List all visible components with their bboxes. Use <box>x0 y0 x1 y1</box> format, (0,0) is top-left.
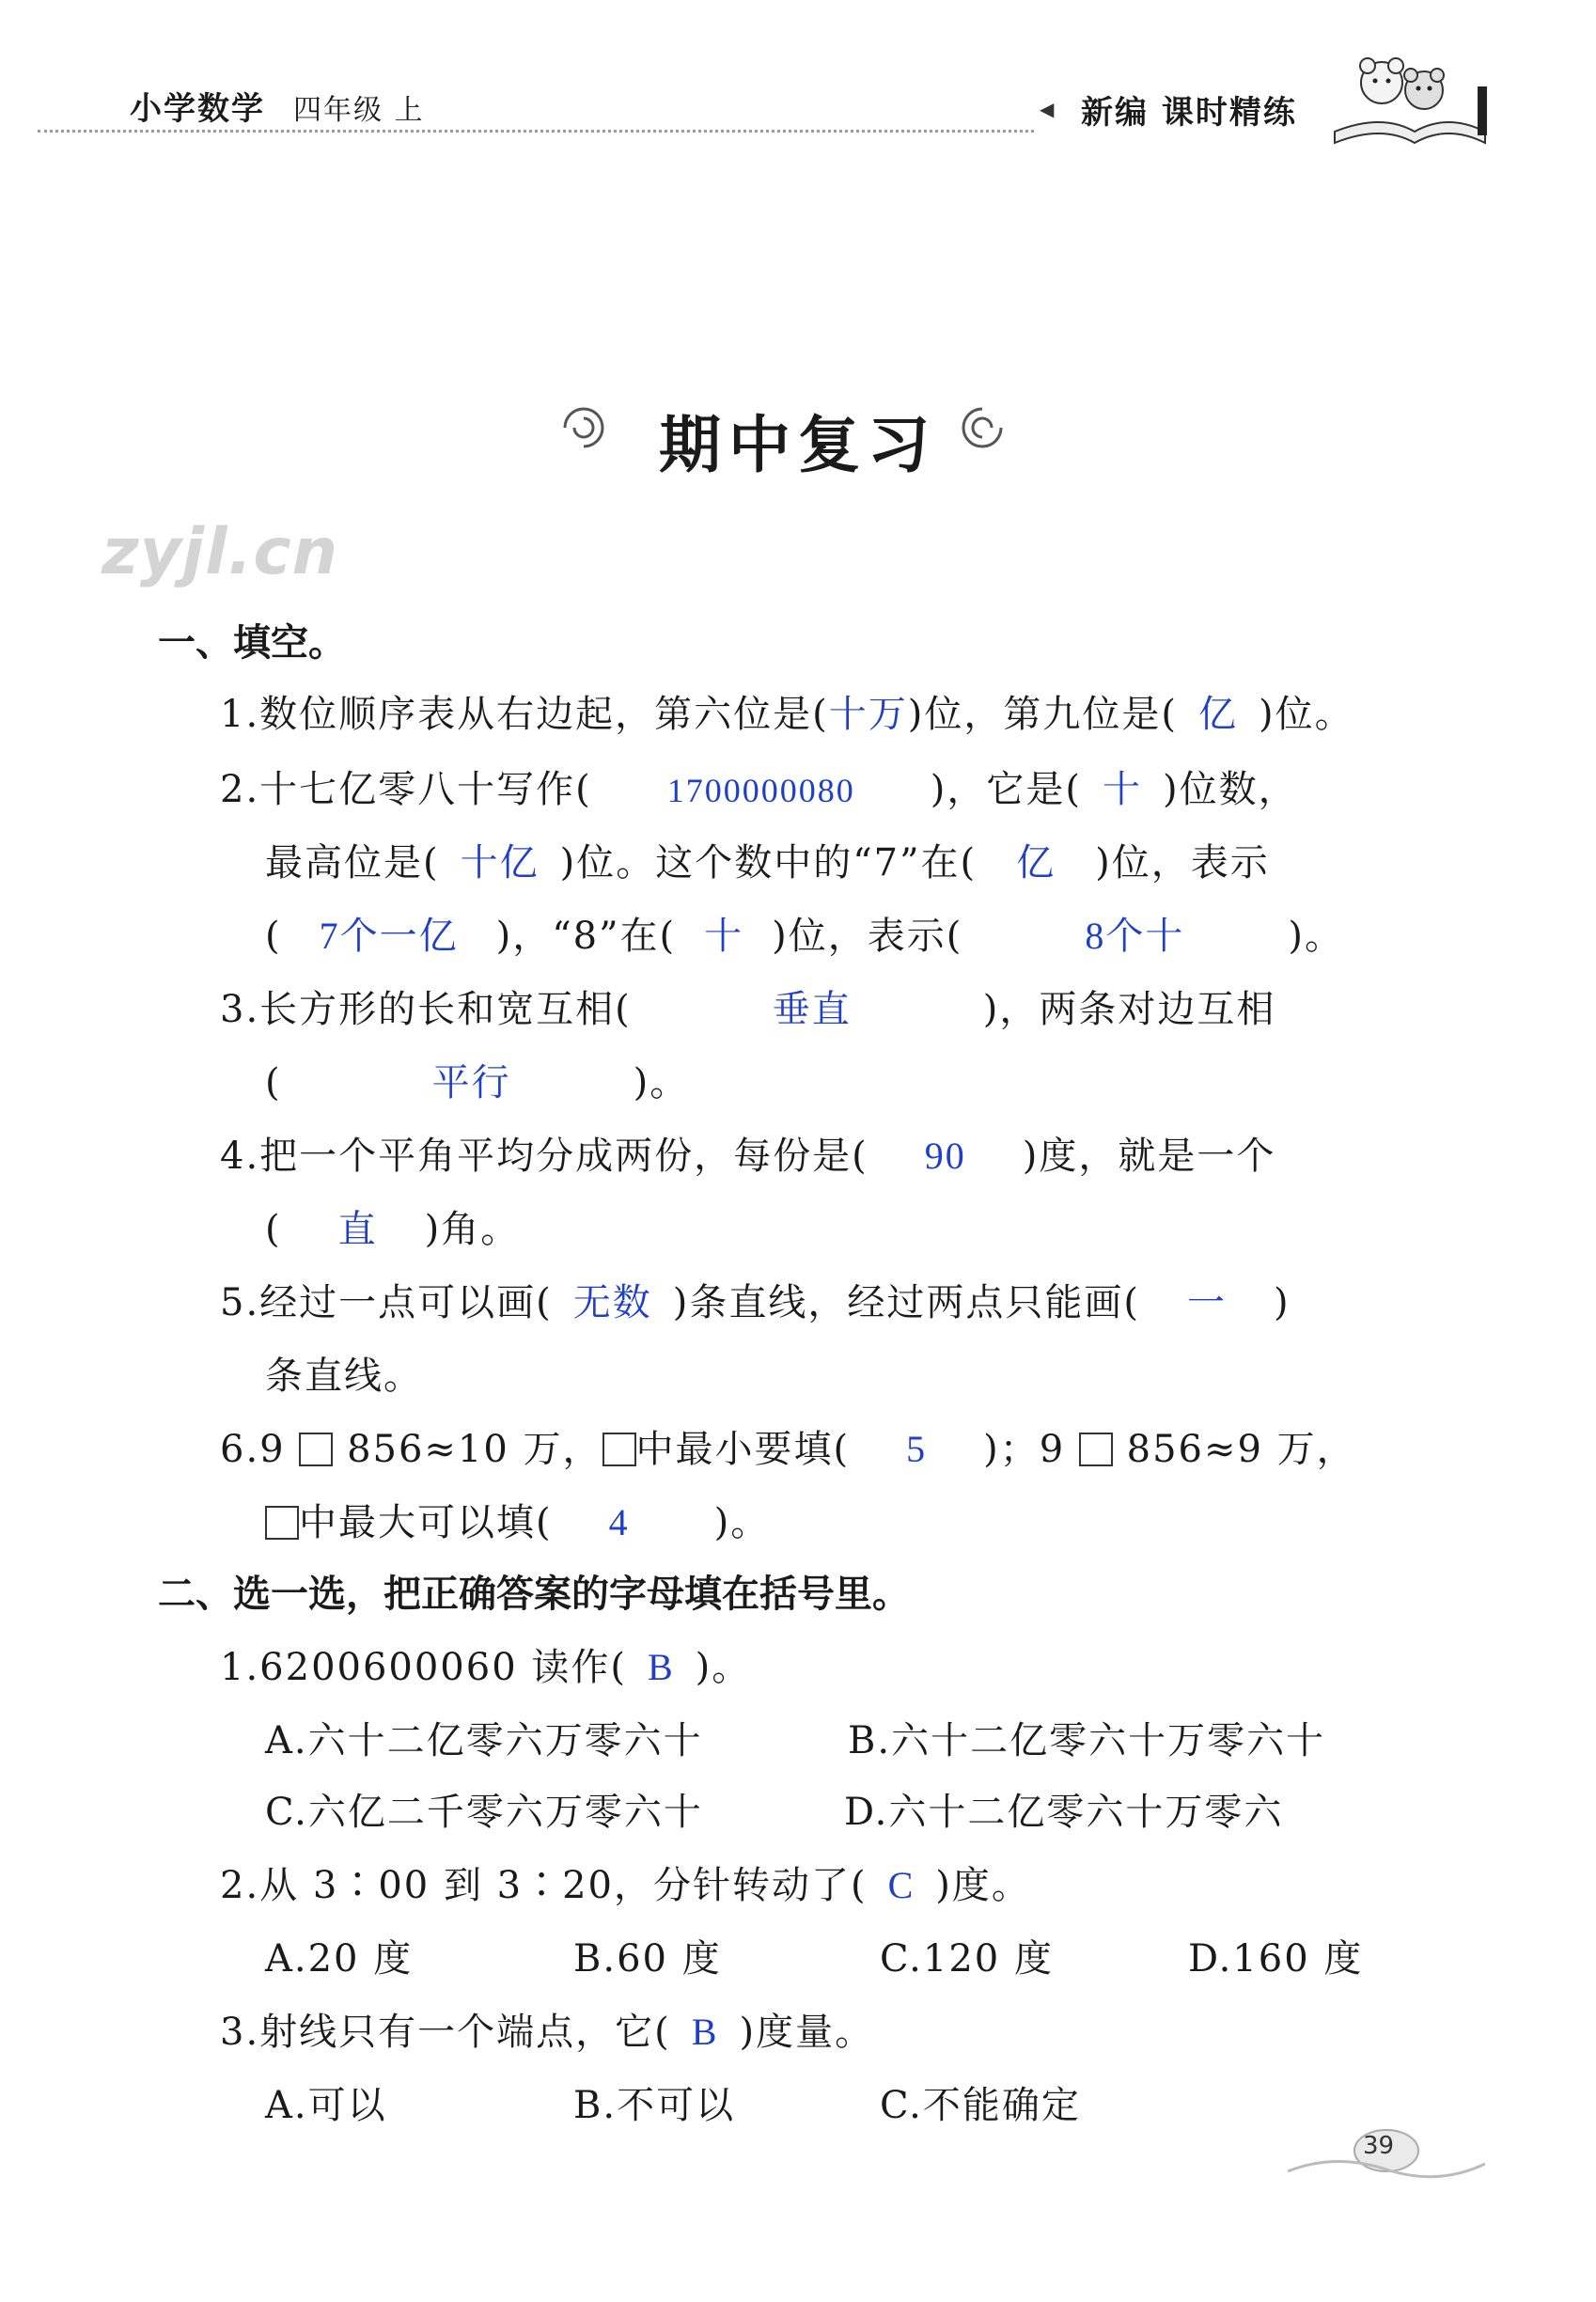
answer: 十 <box>704 915 744 957</box>
header-subject <box>130 83 425 129</box>
s2-q1-text: )。 <box>695 1646 752 1689</box>
answer: 1700000080 <box>666 772 855 809</box>
q6-line1 <box>220 1419 1356 1473</box>
s2-q1-option-b: B.六十二亿零六十万零六十 <box>848 1719 1326 1762</box>
q3-line2 <box>265 1053 689 1106</box>
q3-text: ( <box>265 1061 282 1104</box>
answer: 十万 <box>828 693 908 735</box>
answer: 十 <box>1103 768 1142 810</box>
q6-text: )。 <box>713 1501 771 1544</box>
answer: 4 <box>608 1501 630 1543</box>
q1-text: 1.数位顺序表从右边起，第六位是( <box>220 693 829 736</box>
q6-text: )；9 <box>983 1428 1066 1471</box>
q2-line2 <box>265 833 1270 886</box>
answer: 8个十 <box>1085 915 1185 957</box>
q5-line1 <box>220 1273 1291 1326</box>
answer: 垂直 <box>772 988 852 1030</box>
q1-text: )位，第九位是( <box>907 693 1178 736</box>
q2-text: ( <box>265 915 282 958</box>
s2-q3-option-c: C.不能确定 <box>880 2084 1081 2127</box>
q6-line2 <box>265 1493 770 1546</box>
blank-box <box>265 1506 299 1540</box>
s2-q3-text: 3.射线只有一个端点，它( <box>220 2011 671 2054</box>
header-divider <box>38 130 1034 133</box>
q4-line2 <box>265 1199 520 1253</box>
q3-line1 <box>220 979 1275 1033</box>
s2-q1-option-a: A.六十二亿零六万零六十 <box>265 1719 703 1762</box>
q2-text: )。 <box>1288 915 1344 958</box>
s2-q2-option-d: D.160 度 <box>1188 1937 1364 1981</box>
q6-text: 中最小要填( <box>635 1428 851 1471</box>
s2-q3-option-a: A.可以 <box>265 2084 387 2127</box>
q5-text: ) <box>1274 1281 1291 1324</box>
s2-q2-line <box>220 1856 1031 1909</box>
q5-line2: 条直线。 <box>265 1355 423 1398</box>
grade-label: 四年级 上 <box>293 94 425 127</box>
q1-text: )位。 <box>1259 693 1354 736</box>
swirl-right-icon <box>949 395 1015 461</box>
answer: 平行 <box>431 1061 511 1104</box>
q2-text: )位数， <box>1163 768 1298 811</box>
s2-q2-text: 2.从 3∶00 到 3∶20，分针转动了( <box>220 1864 868 1907</box>
s2-q1-line <box>220 1637 751 1691</box>
answer: 直 <box>337 1208 378 1250</box>
answer: 7个一亿 <box>319 915 459 957</box>
triangle-marker-icon: ◀ <box>1040 98 1055 120</box>
section1-heading: 一、填空。 <box>158 621 346 665</box>
q3-text: )。 <box>633 1061 690 1104</box>
q5-text: 5.经过一点可以画( <box>220 1281 553 1324</box>
q2-text: )位，表示 <box>1095 841 1270 885</box>
page-title: 期中复习 <box>659 409 937 481</box>
subject-label: 小学数学 <box>130 90 265 128</box>
brand-label: 新编 课时精练 <box>1081 94 1297 132</box>
answer: 无数 <box>572 1281 652 1323</box>
page-number: 39 <box>1363 2132 1395 2160</box>
q6-text: 856≈10 万， <box>347 1428 602 1471</box>
s2-q2-option-b: B.60 度 <box>573 1937 722 1981</box>
q2-text: 2.十七亿零八十写作( <box>220 768 592 811</box>
q2-line3 <box>265 906 1344 960</box>
q6-text: 856≈9 万， <box>1126 1428 1356 1471</box>
s2-q1-option-c: C.六亿二千零六万零六十 <box>265 1791 703 1834</box>
section2-heading: 二、选一选，把正确答案的字母填在括号里。 <box>158 1573 910 1616</box>
answer: 一 <box>1187 1281 1227 1323</box>
q5-text: )条直线，经过两点只能画( <box>672 1281 1140 1324</box>
q2-text: 最高位是( <box>265 841 440 885</box>
s2-q1-text: 1.6200600060 读作( <box>220 1646 627 1689</box>
answer: C <box>887 1864 915 1906</box>
s2-q2-option-c: C.120 度 <box>880 1937 1054 1981</box>
q4-text: )度，就是一个 <box>1022 1135 1276 1178</box>
answer: 亿 <box>1198 693 1238 735</box>
blank-box <box>1079 1433 1113 1466</box>
answer: 十亿 <box>460 841 540 884</box>
s2-q3-option-b: B.不可以 <box>573 2084 736 2127</box>
q2-text: )位。这个数中的“7”在( <box>559 841 978 885</box>
s2-q3-line <box>220 2002 874 2056</box>
q4-text: )角。 <box>424 1208 521 1251</box>
q3-text: )，两条对边互相 <box>982 988 1276 1031</box>
blank-box <box>299 1433 333 1466</box>
s2-q2-option-a: A.20 度 <box>265 1937 414 1981</box>
q4-line1 <box>220 1126 1275 1180</box>
answer: 90 <box>924 1135 966 1177</box>
q2-line1 <box>220 760 1298 813</box>
answer: B <box>647 1646 675 1688</box>
answer: 5 <box>906 1428 928 1470</box>
header-bar <box>1478 86 1487 135</box>
q6-text: 6.9 <box>220 1428 286 1471</box>
q1-line <box>220 684 1354 738</box>
q2-text: )位，表示( <box>772 915 963 958</box>
q4-text: ( <box>265 1208 282 1251</box>
q6-text: 中最大可以填( <box>299 1501 553 1544</box>
answer: B <box>691 2011 719 2053</box>
q3-text: 3.长方形的长和宽互相( <box>220 988 632 1031</box>
q2-text: )，它是( <box>930 768 1082 811</box>
q2-text: )，“8”在( <box>495 915 677 958</box>
answer: 亿 <box>1016 841 1056 884</box>
watermark: zyjl.cn <box>102 515 339 589</box>
s2-q3-text: )度量。 <box>739 2011 875 2054</box>
s2-q1-option-d: D.六十二亿零六十万零六 <box>844 1791 1284 1834</box>
q4-text: 4.把一个平角平均分成两份，每份是( <box>220 1135 868 1178</box>
s2-q2-text: )度。 <box>935 1864 1031 1907</box>
blank-box <box>602 1433 636 1466</box>
book-bears-icon <box>1325 38 1494 150</box>
